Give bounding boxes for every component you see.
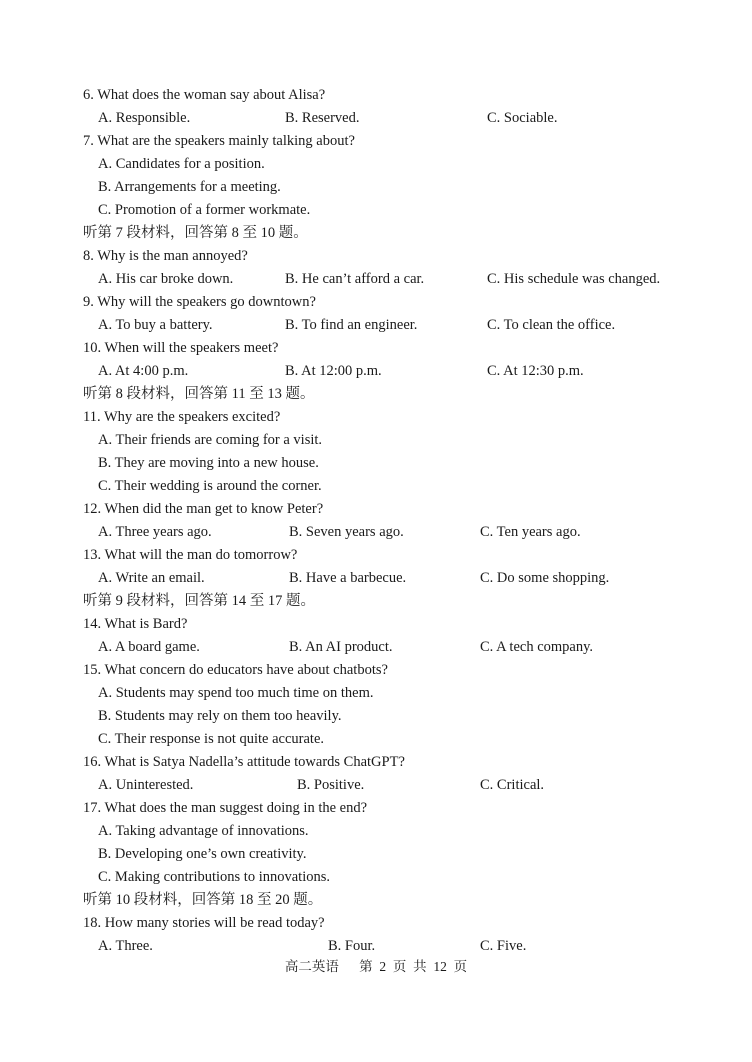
q11-option-c: C. Their wedding is around the corner. bbox=[98, 478, 322, 494]
q10-option-c: C. At 12:30 p.m. bbox=[487, 363, 584, 379]
q14-option-b: B. An AI product. bbox=[289, 639, 393, 655]
q15-option-c: C. Their response is not quite accurate. bbox=[98, 731, 325, 747]
question-14: 14. What is Bard? bbox=[83, 616, 188, 632]
question-13: 13. What will the man do tomorrow? bbox=[83, 547, 298, 563]
q15-option-b: B. Students may rely on them too heavily. bbox=[98, 708, 342, 724]
section-8-instruction: 听第 8 段材料，回答第 11 至 13 题。 bbox=[83, 386, 315, 402]
question-9: 9. Why will the speakers go downtown? bbox=[83, 294, 316, 310]
section-7-instruction: 听第 7 段材料，回答第 8 至 10 题。 bbox=[83, 225, 308, 241]
q12-option-a: A. Three years ago. bbox=[98, 524, 212, 540]
q10-option-a: A. At 4:00 p.m. bbox=[98, 363, 189, 379]
q18-option-a: A. Three. bbox=[98, 938, 153, 954]
q11-option-a: A. Their friends are coming for a visit. bbox=[98, 432, 323, 448]
q13-option-b: B. Have a barbecue. bbox=[289, 570, 407, 586]
question-10: 10. When will the speakers meet? bbox=[83, 340, 279, 356]
q16-option-c: C. Critical. bbox=[480, 777, 545, 793]
q12-option-b: B. Seven years ago. bbox=[289, 524, 404, 540]
q13-option-a: A. Write an email. bbox=[98, 570, 205, 586]
q15-option-a: A. Students may spend too much time on them. bbox=[98, 685, 374, 701]
q6-option-c: C. Sociable. bbox=[487, 110, 558, 126]
q11-option-b: B. They are moving into a new house. bbox=[98, 455, 319, 471]
q7-option-a: A. Candidates for a position. bbox=[98, 156, 265, 172]
question-6: 6. What does the woman say about Alisa? bbox=[83, 87, 326, 103]
question-8: 8. Why is the man annoyed? bbox=[83, 248, 248, 264]
q9-option-c: C. To clean the office. bbox=[487, 317, 616, 333]
section-9-instruction: 听第 9 段材料，回答第 14 至 17 题。 bbox=[83, 593, 315, 609]
q17-option-c: C. Making contributions to innovations. bbox=[98, 869, 330, 885]
q18-option-b: B. Four. bbox=[328, 938, 376, 954]
q10-option-b: B. At 12:00 p.m. bbox=[285, 363, 382, 379]
q12-option-c: C. Ten years ago. bbox=[480, 524, 581, 540]
section-10-instruction: 听第 10 段材料，回答第 18 至 20 题。 bbox=[83, 892, 323, 908]
q7-option-b: B. Arrangements for a meeting. bbox=[98, 179, 281, 195]
q9-option-a: A. To buy a battery. bbox=[98, 317, 213, 333]
q6-option-a: A. Responsible. bbox=[98, 110, 191, 126]
question-11: 11. Why are the speakers excited? bbox=[83, 409, 281, 425]
question-7: 7. What are the speakers mainly talking about? bbox=[83, 133, 355, 149]
q16-option-b: B. Positive. bbox=[297, 777, 365, 793]
q18-option-c: C. Five. bbox=[480, 938, 527, 954]
q14-option-c: C. A tech company. bbox=[480, 639, 594, 655]
q17-option-a: A. Taking advantage of innovations. bbox=[98, 823, 309, 839]
q16-option-a: A. Uninterested. bbox=[98, 777, 194, 793]
question-17: 17. What does the man suggest doing in the end? bbox=[83, 800, 368, 816]
q13-option-c: C. Do some shopping. bbox=[480, 570, 610, 586]
q9-option-b: B. To find an engineer. bbox=[285, 317, 418, 333]
q8-option-b: B. He can’t afford a car. bbox=[285, 271, 425, 287]
question-15: 15. What concern do educators have about chatbots? bbox=[83, 662, 388, 678]
q17-option-b: B. Developing one’s own creativity. bbox=[98, 846, 307, 862]
page-footer: 高二英语 第 2 页 共 12 页 bbox=[284, 959, 468, 974]
q8-option-a: A. His car broke down. bbox=[98, 271, 234, 287]
question-12: 12. When did the man get to know Peter? bbox=[83, 501, 324, 517]
q8-option-c: C. His schedule was changed. bbox=[487, 271, 661, 287]
question-16: 16. What is Satya Nadella’s attitude towards ChatGPT? bbox=[83, 754, 405, 770]
question-18: 18. How many stories will be read today? bbox=[83, 915, 325, 931]
q7-option-c: C. Promotion of a former workmate. bbox=[98, 202, 311, 218]
q6-option-b: B. Reserved. bbox=[285, 110, 360, 126]
q14-option-a: A. A board game. bbox=[98, 639, 200, 655]
